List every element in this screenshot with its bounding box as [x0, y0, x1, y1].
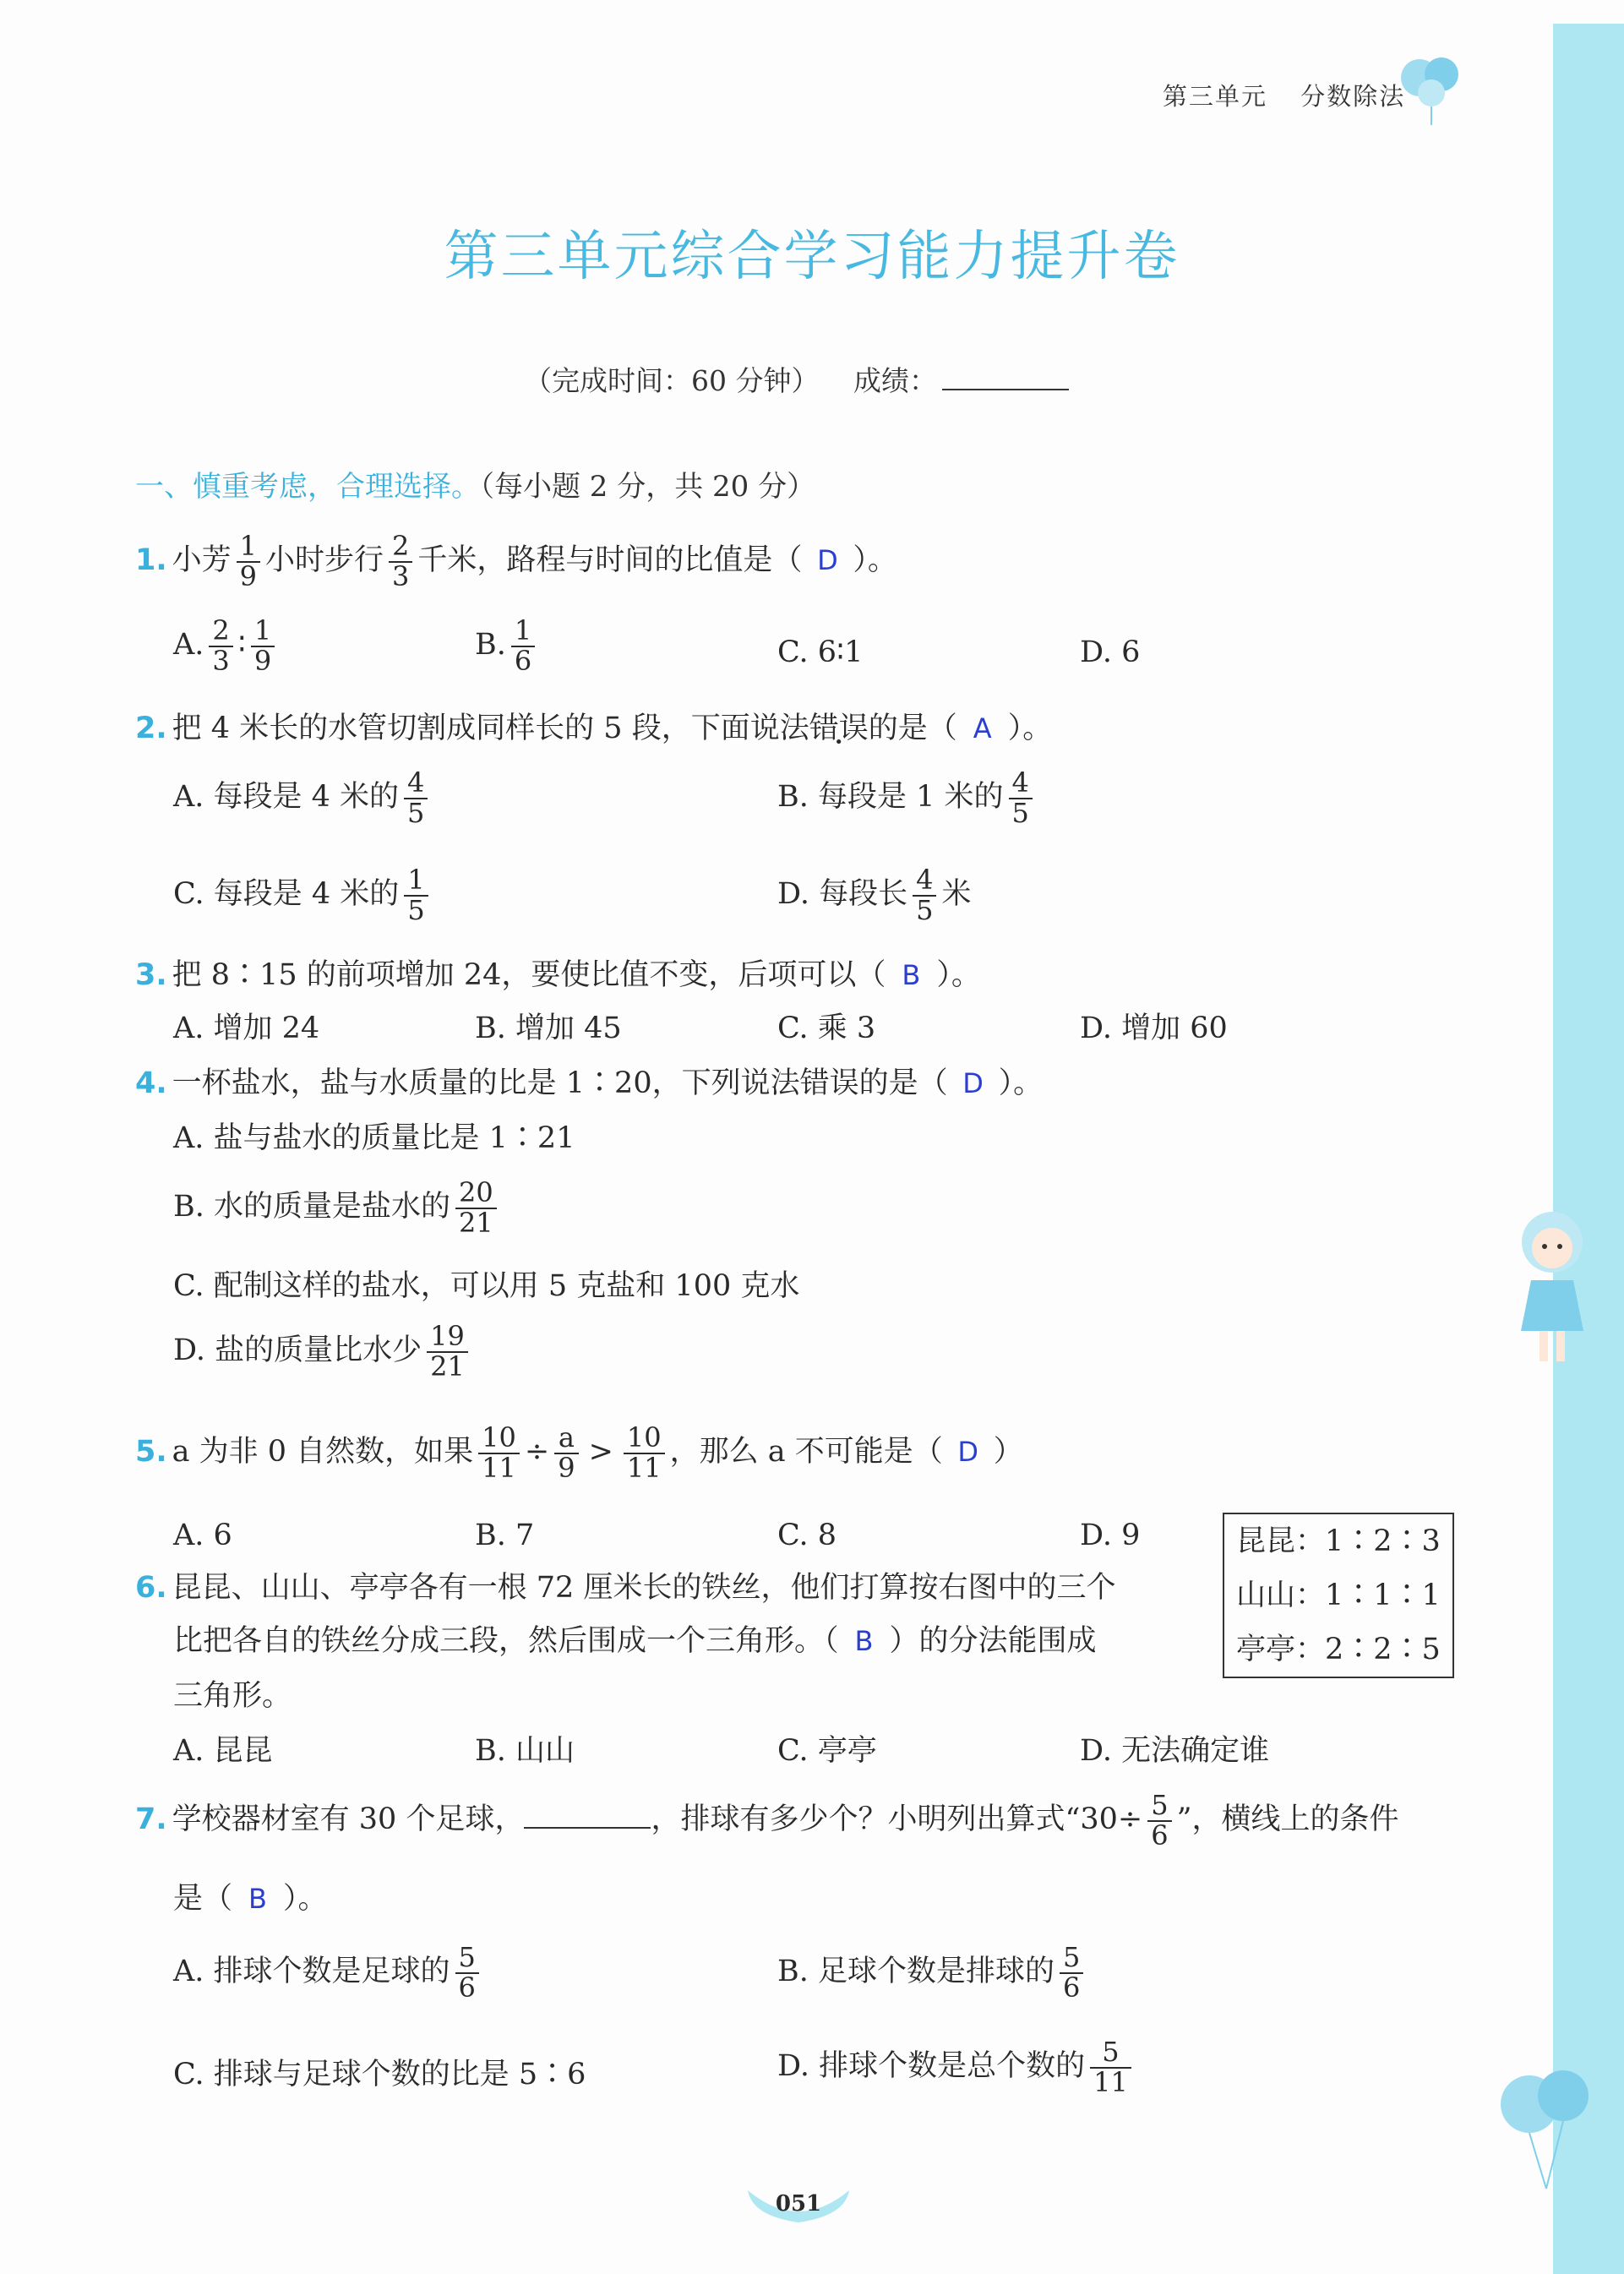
q1-option-a: A. $\frac{2}{3}$ ∶ $\frac{1}{9}$	[173, 617, 280, 675]
question-7-line-2: 是（ B ）。	[173, 1882, 328, 1916]
emphasis-dots: 错误	[809, 712, 869, 745]
ratio-kunkun: 昆昆：1∶2∶3	[1236, 1524, 1441, 1558]
answer-mark: D	[962, 1067, 984, 1099]
q2-option-d: D. 每段长 $\frac{4}{5}$ 米	[777, 864, 972, 926]
q5-option-d: D. 9	[1080, 1519, 1141, 1552]
question-6-line-1: 6. 昆昆、山山、亭亭各有一根 72 厘米长的铁丝，他们打算按右图中的三个	[135, 1571, 1116, 1605]
q1-text-1: 小芳	[172, 543, 232, 578]
ratio-tingting: 亭亭：2∶2∶5	[1236, 1633, 1441, 1666]
fraction: $\frac{a}{9}$	[554, 1424, 578, 1482]
answer-mark: B	[854, 1625, 874, 1657]
q7-option-a: A. 排球个数是足球的 $\frac{5}{6}$	[173, 1944, 484, 2002]
question-number: 3.	[135, 958, 167, 992]
q1-option-b: B. $\frac{1}{6}$	[475, 617, 540, 675]
fraction: $\frac{10}{11}$	[478, 1424, 520, 1482]
answer-blank	[524, 1810, 651, 1829]
q3-option-b: B. 增加 45	[475, 1012, 622, 1045]
answer-mark: D	[957, 1436, 979, 1469]
question-7-line-1: 7. 学校器材室有 30 个足球， ，排球有多少个？小明列出算式“30÷ $\frac{5}{6}$ ”，横线上的条件	[135, 1789, 1399, 1851]
topic-label: 分数除法	[1300, 82, 1406, 111]
fraction: $\frac{10}{11}$	[624, 1424, 665, 1482]
ratio-shanshan: 山山：1∶1∶1	[1236, 1579, 1441, 1612]
unit-label: 第三单元	[1163, 82, 1268, 111]
question-number: 1.	[135, 543, 167, 578]
ratio-box	[1223, 1513, 1454, 1678]
answer-mark: D	[817, 544, 838, 577]
fraction: $\frac{5}{6}$	[1147, 1791, 1171, 1850]
q4-option-b: B. 水的质量是盐水的 $\frac{20}{21}$	[173, 1179, 502, 1237]
fraction: $\frac{1}{9}$	[237, 532, 260, 591]
q6-option-c: C. 亭亭	[777, 1734, 877, 1768]
balloon-icon	[1394, 51, 1467, 127]
q6-option-a: A. 昆昆	[173, 1734, 273, 1768]
fraction: $\frac{1}{9}$	[251, 617, 275, 675]
question-1	[135, 532, 897, 591]
section-points: （每小题 2 分，共 20 分）	[480, 470, 816, 504]
q4-option-d: D. 盐的质量比水少 $\frac{19}{21}$	[173, 1322, 473, 1381]
time-limit: （完成时间：60 分钟）	[524, 364, 820, 397]
fraction: $\frac{1}{6}$	[511, 617, 535, 675]
page-number-text: 051	[775, 2191, 822, 2217]
score-label: 成绩：	[853, 364, 937, 397]
exam-meta	[524, 359, 1069, 399]
fraction: $\frac{20}{21}$	[455, 1179, 497, 1237]
question-number: 5.	[135, 1435, 167, 1470]
q5-option-c: C. 8	[777, 1519, 837, 1552]
answer-mark: B	[248, 1883, 267, 1915]
q6-option-b: B. 山山	[475, 1734, 575, 1768]
q2-option-c: C. 每段是 4 米的 $\frac{1}{5}$	[173, 866, 433, 924]
fraction: $\frac{5}{6}$	[455, 1944, 479, 2002]
q7-option-c: C. 排球与足球个数的比是 5∶6	[173, 2058, 586, 2091]
answer-mark: B	[902, 959, 921, 991]
q7-option-d: D. 排球个数是总个数的 $\frac{5}{11}$	[777, 2038, 1136, 2097]
fraction: $\frac{4}{5}$	[404, 769, 428, 827]
page-number	[744, 2182, 853, 2226]
question-number: 7.	[135, 1802, 167, 1837]
section-title: 一、慎重考虑，合理选择。	[135, 470, 480, 504]
question-6-line-3: 三角形。	[173, 1679, 292, 1713]
question-number: 4.	[135, 1066, 167, 1100]
question-number: 6.	[135, 1571, 167, 1605]
q6-option-d: D. 无法确定谁	[1080, 1734, 1270, 1768]
fraction: $\frac{5}{11}$	[1090, 2038, 1131, 2097]
fraction: $\frac{4}{5}$	[913, 866, 936, 924]
side-color-strip	[1553, 24, 1624, 2274]
q4-option-c: C. 配制这样的盐水，可以用 5 克盐和 100 克水	[173, 1269, 800, 1303]
fraction: $\frac{2}{3}$	[389, 532, 412, 591]
q5-option-b: B. 7	[475, 1519, 535, 1552]
fraction: $\frac{4}{5}$	[1009, 769, 1033, 827]
question-2: 2. 把 4 米长的水管切割成同样长的 5 段，下面说法错误的是（ A ）。	[135, 712, 1053, 745]
fraction: $\frac{2}{3}$	[209, 617, 232, 675]
question-number: 2.	[135, 712, 167, 745]
balloon-icon	[1487, 2062, 1605, 2197]
q4-option-a: A. 盐与盐水的质量比是 1∶21	[173, 1121, 575, 1155]
question-6-line-2: 比把各自的铁丝分成三段，然后围成一个三角形。（ B ）的分法能围成	[173, 1624, 1097, 1658]
q3-option-a: A. 增加 24	[173, 1012, 320, 1045]
q2-option-a: A. 每段是 4 米的 $\frac{4}{5}$	[173, 769, 433, 827]
running-header	[1163, 78, 1405, 112]
fraction: $\frac{19}{21}$	[427, 1322, 468, 1381]
q1-text-3: 千米，路程与时间的比值是（	[417, 543, 803, 578]
q3-option-c: C. 乘 3	[777, 1012, 876, 1045]
fraction: $\frac{1}{5}$	[404, 866, 428, 924]
girl-illustration-icon	[1506, 1204, 1599, 1373]
question-4: 4. 一杯盐水，盐与水质量的比是 1∶20，下列说法错误的是（ D ）。	[135, 1066, 1044, 1100]
fraction: $\frac{5}{6}$	[1060, 1944, 1083, 2002]
q1-option-d: D. 6	[1080, 635, 1141, 669]
q3-option-d: D. 增加 60	[1080, 1012, 1228, 1045]
question-5: 5. a 为非 0 自然数，如果 $\frac{10}{11}$ ÷ $\frac{a}{9}$ > $\frac{10}{11}$ ，那么 a 不可能是（ D ）	[135, 1421, 1023, 1484]
answer-mark: A	[973, 712, 992, 744]
q1-text-2: 小时步行	[265, 543, 384, 578]
q1-text-4: ）。	[853, 543, 897, 578]
page-title: 第三单元综合学习能力提升卷	[444, 226, 1180, 288]
q5-option-a: A. 6	[173, 1519, 232, 1552]
q1-option-c: C. 6∶1	[777, 635, 864, 669]
question-3: 3. 把 8∶15 的前项增加 24，要使比值不变，后项可以（ B ）。	[135, 958, 981, 992]
section-heading	[135, 463, 815, 504]
q7-option-b: B. 足球个数是排球的 $\frac{5}{6}$	[777, 1944, 1088, 2002]
q2-option-b: B. 每段是 1 米的 $\frac{4}{5}$	[777, 769, 1038, 827]
score-blank	[942, 368, 1069, 390]
